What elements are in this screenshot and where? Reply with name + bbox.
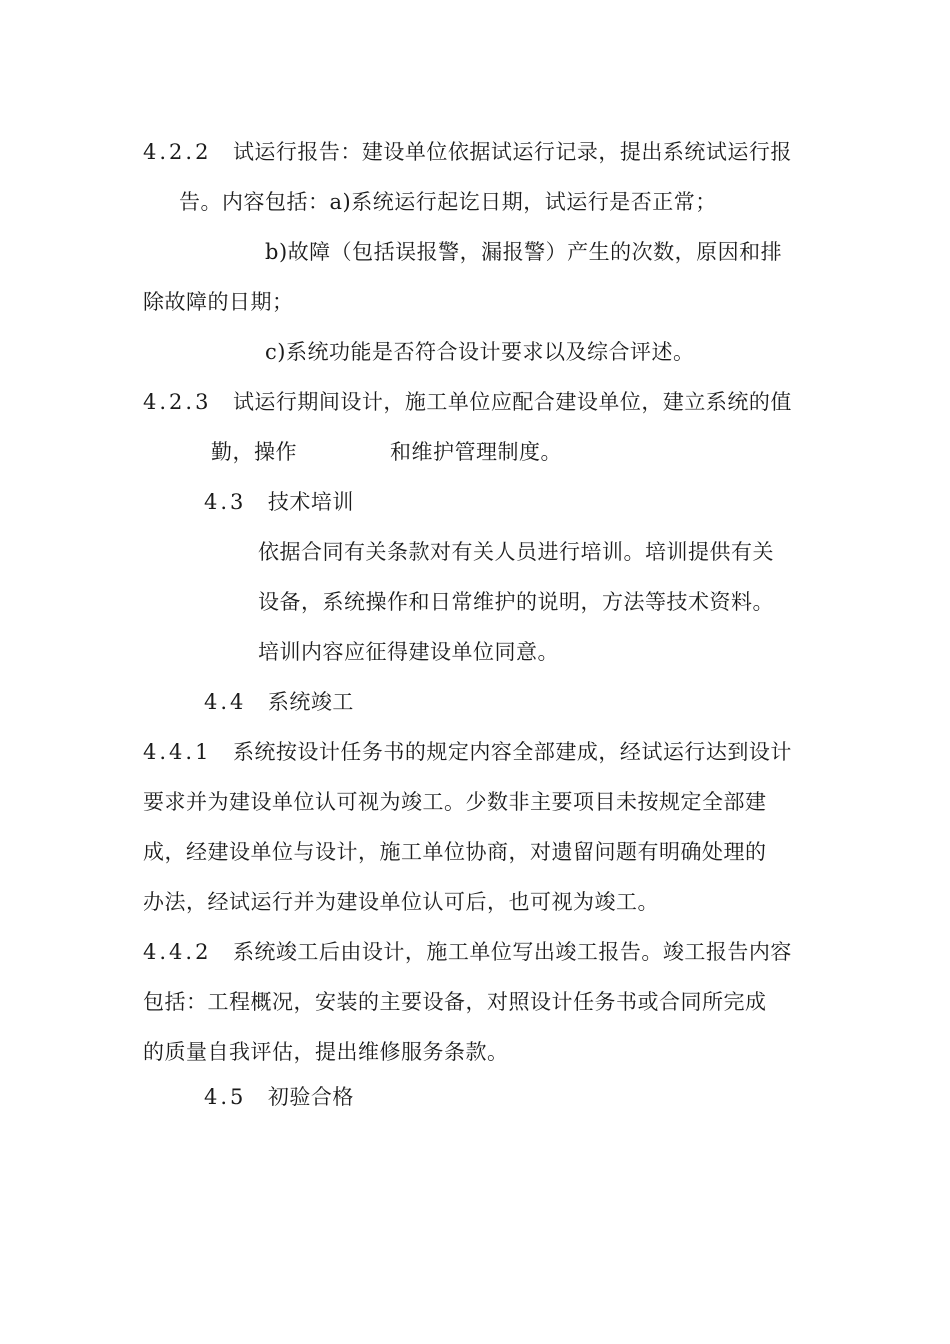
paragraph-line xyxy=(143,989,767,1015)
section-number: 4.4.1 xyxy=(143,740,212,764)
section-number: 4.4.2 xyxy=(143,940,212,964)
paragraph-text: 要求并为建设单位认可视为竣工。少数非主要项目未按规定全部建 xyxy=(143,790,767,814)
paragraph-line xyxy=(265,339,694,365)
paragraph-text: 依据合同有关条款对有关人员进行培训。培训提供有关 xyxy=(258,540,774,564)
paragraph-line xyxy=(143,289,294,315)
paragraph-text: 和维护管理制度。 xyxy=(390,440,562,464)
section-number: 4.2.3 xyxy=(143,390,212,414)
section-number: 4.5 xyxy=(204,1085,247,1109)
heading-text: 系统竣工 xyxy=(267,690,354,714)
paragraph-line xyxy=(258,539,774,565)
paragraph-line xyxy=(143,389,792,415)
section-number: 4.4 xyxy=(204,690,247,714)
paragraph-line xyxy=(390,439,562,465)
paragraph-line xyxy=(143,839,767,865)
paragraph-text: 的质量自我评估，提出维修服务条款。 xyxy=(143,1040,509,1064)
paragraph-text: 设备，系统操作和日常维护的说明，方法等技术资料。 xyxy=(258,590,774,614)
paragraph-line xyxy=(179,189,717,215)
paragraph-text: 培训内容应征得建设单位同意。 xyxy=(258,640,559,664)
paragraph-text: 办法，经试运行并为建设单位认可后，也可视为竣工。 xyxy=(143,890,659,914)
paragraph-text: 系统按设计任务书的规定内容全部建成，经试运行达到设计 xyxy=(232,740,792,764)
paragraph-text: 试运行期间设计，施工单位应配合建设单位，建立系统的值 xyxy=(232,390,792,414)
section-heading xyxy=(204,1084,354,1110)
section-heading xyxy=(204,489,354,515)
paragraph-text: 系统竣工后由设计，施工单位写出竣工报告。竣工报告内容 xyxy=(232,940,792,964)
paragraph-line xyxy=(258,639,559,665)
paragraph-text: 除故障的日期； xyxy=(143,290,294,314)
heading-text: 初验合格 xyxy=(267,1085,354,1109)
paragraph-text: b)故障（包括误报警，漏报警）产生的次数，原因和排 xyxy=(265,240,783,264)
paragraph-line xyxy=(211,439,297,465)
section-number: 4.2.2 xyxy=(143,140,212,164)
paragraph-line xyxy=(265,239,782,265)
paragraph-line xyxy=(143,1039,509,1065)
paragraph-line xyxy=(143,739,792,765)
paragraph-text: 勤，操作 xyxy=(211,440,297,464)
paragraph-text: 告。内容包括：a)系统运行起讫日期，试运行是否正常； xyxy=(179,190,717,214)
paragraph-line xyxy=(258,589,774,615)
paragraph-line xyxy=(143,939,792,965)
heading-text: 技术培训 xyxy=(267,490,354,514)
section-number: 4.3 xyxy=(204,490,247,514)
paragraph-text: 成，经建设单位与设计，施工单位协商，对遗留问题有明确处理的 xyxy=(143,840,767,864)
paragraph-text: c)系统功能是否符合设计要求以及综合评述。 xyxy=(265,340,695,364)
paragraph-text: 试运行报告：建设单位依据试运行记录，提出系统试运行报 xyxy=(232,140,792,164)
section-heading xyxy=(204,689,354,715)
paragraph-line xyxy=(143,889,659,915)
paragraph-line xyxy=(143,139,792,165)
paragraph-line xyxy=(143,789,767,815)
paragraph-text: 包括：工程概况，安装的主要设备，对照设计任务书或合同所完成 xyxy=(143,990,767,1014)
